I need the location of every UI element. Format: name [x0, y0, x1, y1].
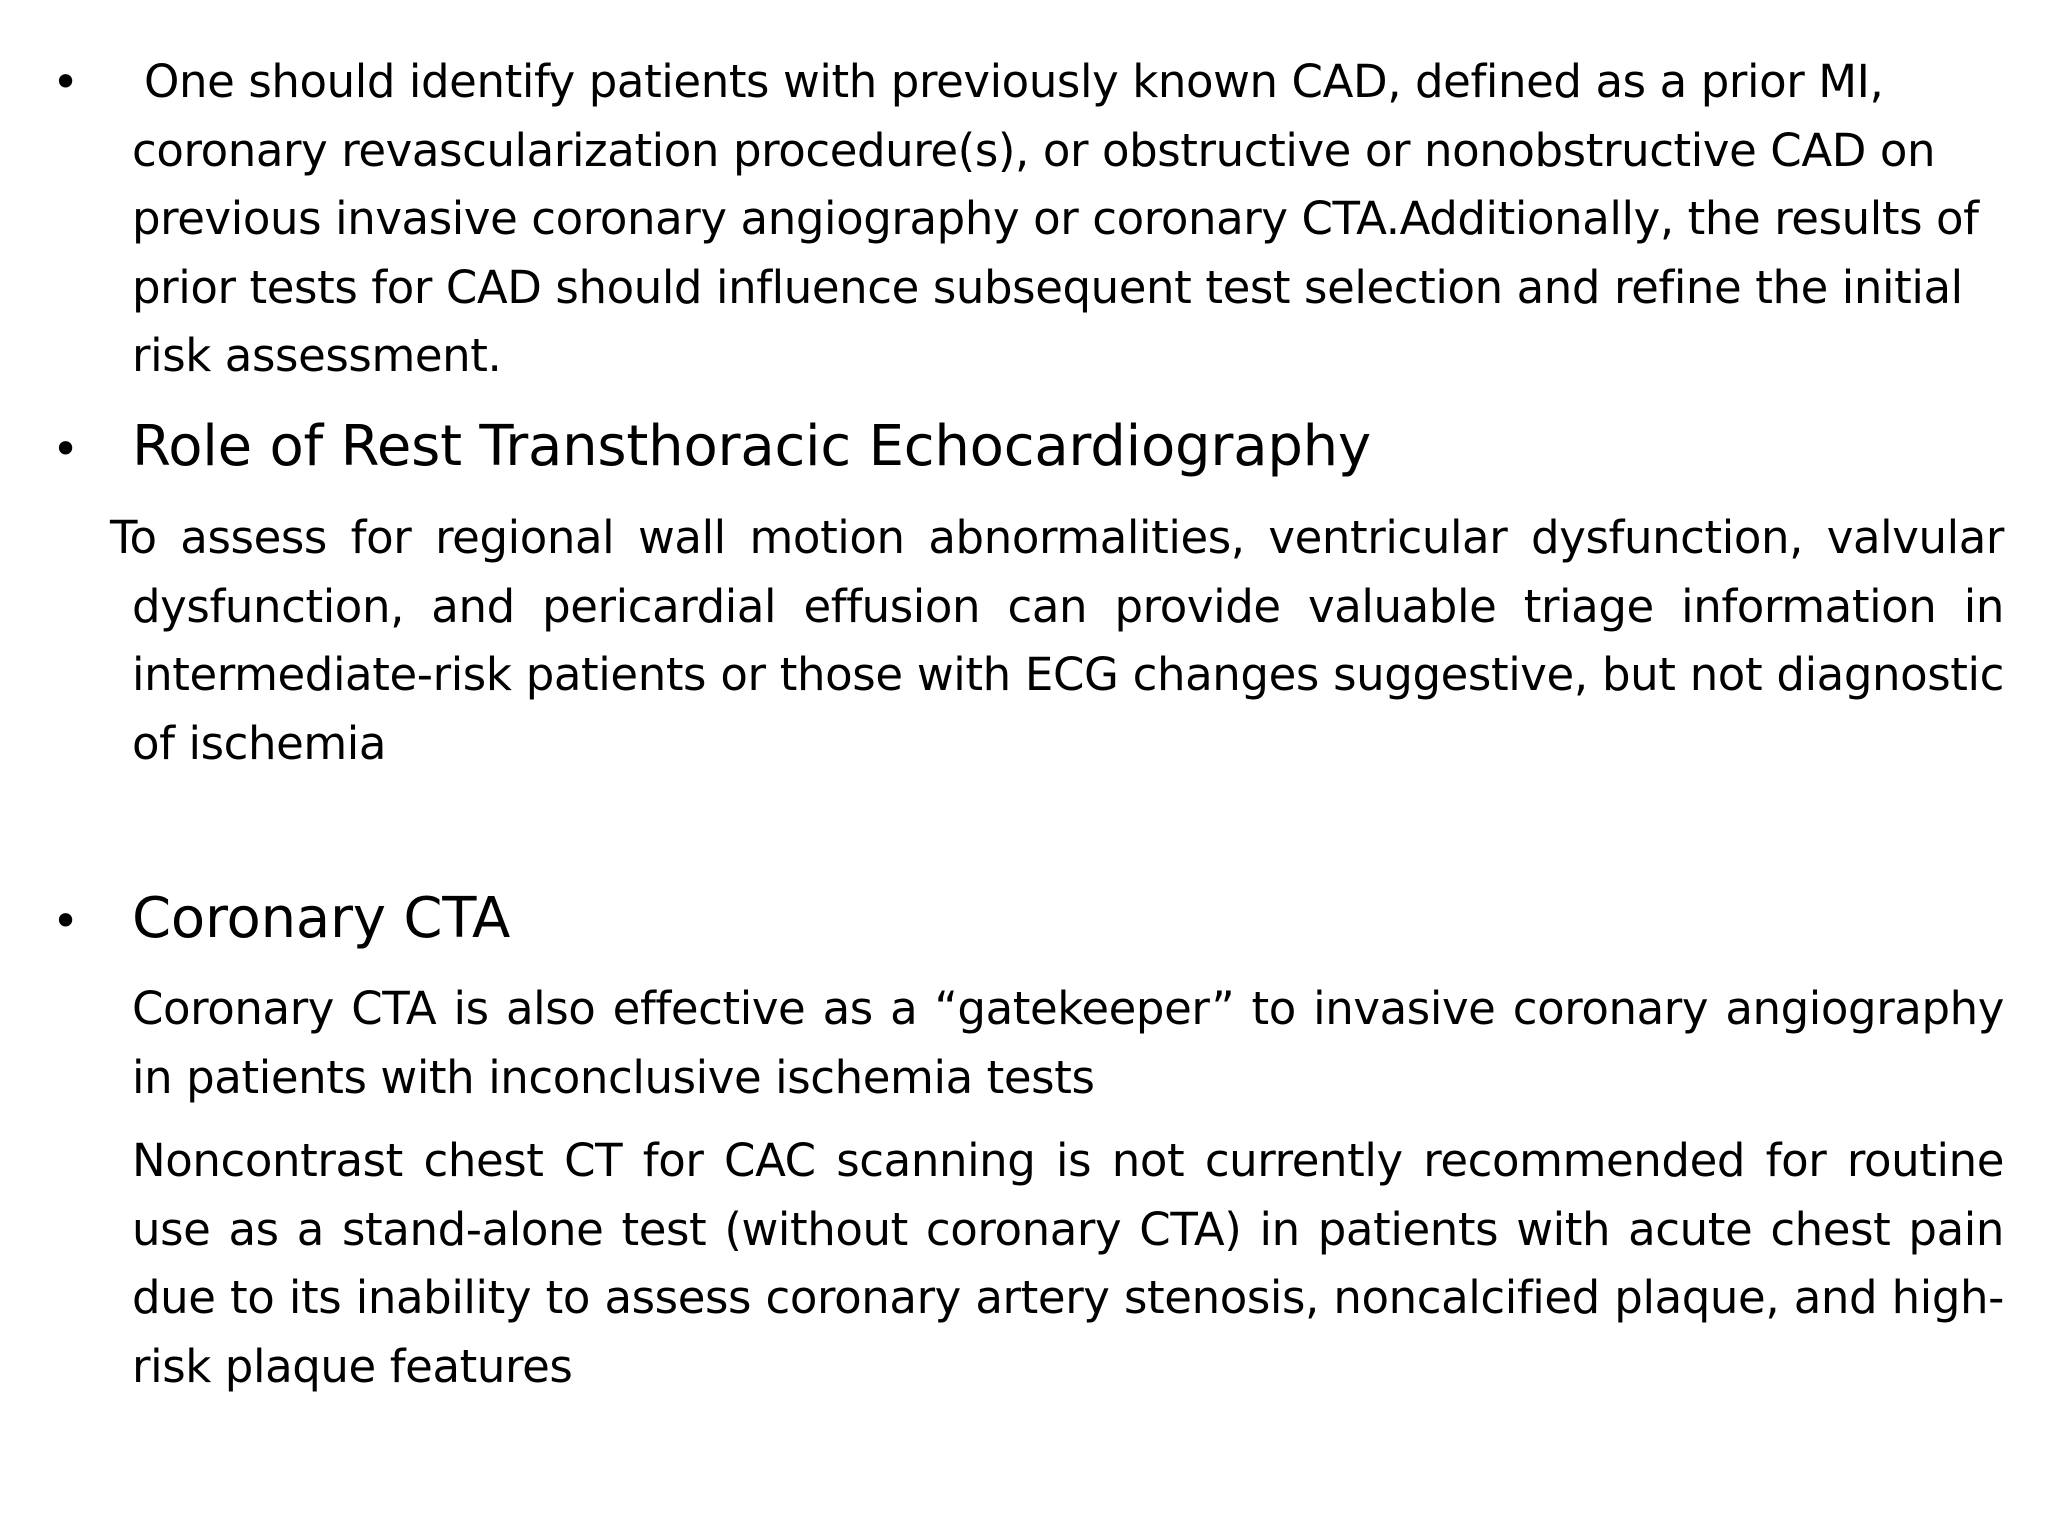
bullet-marker: • — [52, 422, 80, 476]
intro-paragraph: One should identify patients with previously known CAD, defined as a prior MI, coronary revascularization procedure(s), or obstructive or nonobstructive CAD on previous invasive coronary angiography or coronary CTA.Additionally, the results of prior tests for CAD should influence subsequent test selection and refine the initial risk assessment. — [132, 55, 1979, 382]
section-heading-echo: Role of Rest Transthoracic Echocardiography — [132, 414, 1371, 479]
section-heading-cta: Coronary CTA — [132, 886, 511, 951]
bullet-marker: • — [52, 55, 80, 109]
cta-paragraph-noncontrast: Noncontrast chest CT for CAC scanning is not currently recommended for routine use as a stand-alone test (without coronary CTA) in patients with acute chest pain due to its inability to assess coronary artery stenosis, noncalcified plaque, and high-risk plaque features — [132, 1134, 2004, 1393]
bullet-marker: • — [52, 894, 80, 948]
echo-paragraph: To assess for regional wall motion abnormalities, ventricular dysfunction, valvular dysfunction, and pericardial effusion can provide valuable triage information in intermediate-risk patients or those with ECG changes suggestive, but not diagnostic of ischemia — [110, 511, 2004, 770]
cta-paragraph-gatekeeper: Coronary CTA is also effective as a “gatekeeper” to invasive coronary angiography in patients with inconclusive ischemia tests — [132, 982, 2004, 1104]
